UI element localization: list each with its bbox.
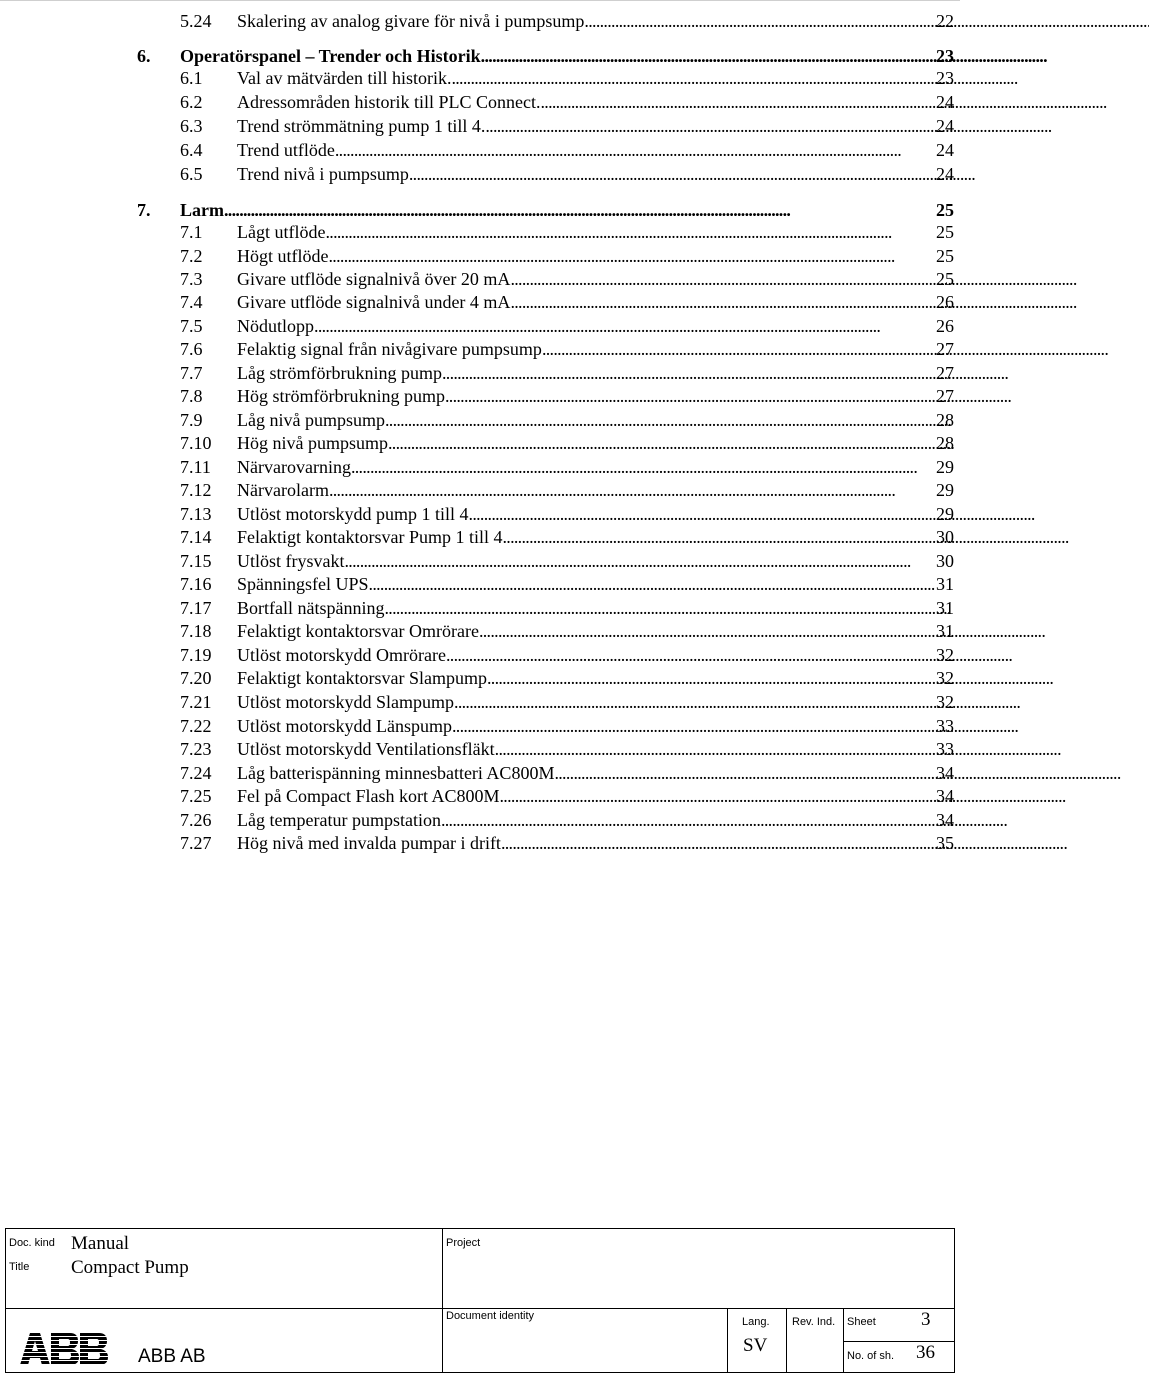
toc-entry-page: 24 — [936, 140, 954, 160]
toc-entry-number: 7.10 — [180, 433, 212, 453]
toc-entry-number: 7.17 — [180, 598, 212, 618]
toc-entry-number: 7.3 — [180, 269, 203, 289]
toc-entry-number: 6.3 — [180, 116, 203, 136]
toc-entry-title: Felaktigt kontaktorsvar Slampump — [237, 668, 487, 688]
toc-entry-title: Närvarovarning — [237, 457, 351, 477]
toc-dot-leader — [451, 66, 934, 90]
toc-entry-number: 7.19 — [180, 645, 212, 665]
toc-entry[interactable] — [137, 198, 954, 222]
toc-entry-page: 27 — [936, 363, 954, 383]
toc-dot-leader — [452, 714, 934, 738]
toc-dot-leader — [481, 44, 934, 68]
toc-entry-number: 7.2 — [180, 246, 203, 266]
toc-entry-page: 29 — [936, 457, 954, 477]
toc-entry-page: 28 — [936, 410, 954, 430]
toc-entry-number: 7.16 — [180, 574, 212, 594]
toc-entry-page: 22 — [936, 11, 954, 31]
toc-entry-title: Felaktigt kontaktorsvar Pump 1 till 4 — [237, 527, 503, 547]
toc-dot-leader — [469, 502, 934, 526]
toc-entry-page: 25 — [936, 246, 954, 266]
toc-entry-page: 25 — [936, 200, 954, 220]
abb-logo-icon — [20, 1333, 108, 1365]
toc-entry[interactable] — [180, 162, 954, 186]
toc-entry-page: 26 — [936, 316, 954, 336]
toc-entry[interactable] — [180, 808, 954, 832]
toc-entry[interactable] — [180, 619, 954, 643]
toc-entry-number: 7.21 — [180, 692, 212, 712]
toc-entry-page: 27 — [936, 386, 954, 406]
toc-entry-page: 24 — [936, 164, 954, 184]
toc-dot-leader — [325, 220, 934, 244]
toc-entry-page: 28 — [936, 433, 954, 453]
toc-entry[interactable] — [180, 408, 954, 432]
toc-entry[interactable] — [180, 384, 954, 408]
sheet-split — [843, 1341, 954, 1342]
toc-entry-page: 34 — [936, 763, 954, 783]
toc-entry[interactable] — [180, 337, 954, 361]
toc-entry-page: 31 — [936, 621, 954, 641]
toc-entry[interactable] — [180, 572, 954, 596]
lang-label: Lang. — [742, 1316, 770, 1328]
toc-entry-number: 7.24 — [180, 763, 212, 783]
toc-dot-leader — [542, 337, 934, 361]
toc-dot-leader — [388, 431, 934, 455]
toc-dot-leader — [442, 361, 934, 385]
toc-dot-leader — [501, 831, 934, 855]
toc-entry-title: Spänningsfel UPS — [237, 574, 369, 594]
toc-entry-title: Låg temperatur pumpstation — [237, 810, 441, 830]
toc-entry-title: Utlöst motorskydd pump 1 till 4 — [237, 504, 469, 524]
rev-label: Rev. Ind. — [792, 1316, 836, 1328]
toc-entry-number: 7.20 — [180, 668, 212, 688]
title-value: Compact Pump — [71, 1257, 189, 1278]
toc-entry-title: Operatörspanel – Trender och Historik — [180, 46, 481, 66]
toc-entry-title: Felaktigt kontaktorsvar Omrörare — [237, 621, 479, 641]
toc-entry-number: 7.15 — [180, 551, 212, 571]
toc-entry-page: 23 — [936, 46, 954, 66]
toc-entry-title: Låg batterispänning minnesbatteri AC800M — [237, 763, 555, 783]
toc-entry-title: Lågt utflöde — [237, 222, 326, 242]
toc-entry-title: Låg nivå pumpsump — [237, 410, 385, 430]
toc-entry-title: Utlöst frysvakt — [237, 551, 345, 571]
toc-entry[interactable] — [180, 455, 954, 479]
toc-entry[interactable] — [180, 666, 954, 690]
toc-entry-number: 7.6 — [180, 339, 203, 359]
toc-dot-leader — [224, 198, 934, 222]
toc-entry-title: Hög nivå pumpsump — [237, 433, 388, 453]
toc-entry-title: Utlöst motorskydd Länspump — [237, 716, 452, 736]
toc-dot-leader — [385, 408, 934, 432]
toc-entry-page: 32 — [936, 645, 954, 665]
toc-entry-page: 25 — [936, 222, 954, 242]
toc-entry-number: 7.5 — [180, 316, 203, 336]
toc-entry-number: 6.2 — [180, 92, 203, 112]
toc-entry-page: 35 — [936, 833, 954, 853]
toc-entry-title: Utlöst motorskydd Omrörare — [237, 645, 446, 665]
toc-entry-number: 7.4 — [180, 292, 203, 312]
title-label: Title — [9, 1261, 30, 1273]
toc-entry-title: Larm — [180, 200, 224, 220]
toc-entry-number: 7. — [137, 200, 151, 220]
toc-entry-title: Trend nivå i pumpsump — [237, 164, 409, 184]
toc-entry[interactable] — [180, 549, 954, 573]
toc-entry-title: Felaktig signal från nivågivare pumpsump — [237, 339, 542, 359]
no-of-sheets-value: 36 — [916, 1342, 935, 1363]
toc-entry-number: 7.18 — [180, 621, 212, 641]
toc-dot-leader — [584, 9, 934, 33]
toc-entry-page: 23 — [936, 68, 954, 88]
toc-entry-page: 26 — [936, 292, 954, 312]
toc-entry-number: 7.23 — [180, 739, 212, 759]
toc-entry-number: 7.13 — [180, 504, 212, 524]
toc-entry-number: 6. — [137, 46, 151, 66]
toc-entry-page: 32 — [936, 692, 954, 712]
toc-entry-number: 7.8 — [180, 386, 203, 406]
toc-entry-page: 27 — [936, 339, 954, 359]
toc-entry-title: Utlöst motorskydd Ventilationsfläkt — [237, 739, 495, 759]
toc-entry-page: 31 — [936, 574, 954, 594]
lang-value: SV — [743, 1335, 768, 1356]
toc-entry-number: 5.24 — [180, 11, 212, 31]
toc-entry-number: 7.27 — [180, 833, 212, 853]
toc-dot-leader — [384, 596, 934, 620]
toc-dot-leader — [502, 525, 934, 549]
title-block — [5, 1228, 955, 1373]
project-label: Project — [446, 1237, 481, 1249]
toc-entry-number: 7.11 — [180, 457, 211, 477]
toc-entry[interactable] — [180, 831, 954, 855]
lang-cell — [727, 1308, 728, 1372]
toc-entry-number: 7.26 — [180, 810, 212, 830]
toc-dot-leader — [335, 138, 934, 162]
toc-dot-leader — [369, 572, 934, 596]
sheet-value: 3 — [921, 1309, 931, 1330]
document-identity-label: Document identity — [446, 1310, 535, 1322]
project-divider — [442, 1229, 443, 1372]
title-block-divider — [6, 1308, 954, 1309]
toc-entry-title: Trend utflöde — [237, 140, 335, 160]
toc-dot-leader — [487, 666, 934, 690]
toc-entry[interactable] — [180, 361, 954, 385]
toc-entry-page: 34 — [936, 810, 954, 830]
toc-dot-leader — [485, 114, 934, 138]
toc-entry-page: 33 — [936, 739, 954, 759]
toc-dot-leader — [441, 808, 934, 832]
toc-dot-leader — [409, 162, 934, 186]
toc-entry-title: Val av mätvärden till historik. — [237, 68, 452, 88]
toc-entry[interactable] — [180, 244, 954, 268]
toc-entry[interactable] — [180, 596, 954, 620]
toc-dot-leader — [495, 737, 934, 761]
toc-dot-leader — [454, 690, 934, 714]
sheet-cell — [843, 1308, 844, 1372]
toc-entry-page: 33 — [936, 716, 954, 736]
toc-entry-title: Högt utflöde — [237, 246, 329, 266]
toc-dot-leader — [540, 90, 934, 114]
toc-entry-title: Hög strömförbrukning pump — [237, 386, 445, 406]
toc-entry-title: Givare utflöde signalnivå över 20 mA — [237, 269, 511, 289]
doc-kind-label: Doc. kind — [9, 1237, 55, 1249]
toc-entry-title: Utlöst motorskydd Slampump — [237, 692, 455, 712]
toc-entry-number: 6.4 — [180, 140, 203, 160]
toc-entry[interactable] — [180, 431, 954, 455]
toc-entry-number: 7.1 — [180, 222, 203, 242]
toc-entry-number: 7.7 — [180, 363, 203, 383]
toc-entry-number: 7.12 — [180, 480, 212, 500]
toc-dot-leader — [500, 784, 935, 808]
sheet-label: Sheet — [847, 1316, 876, 1328]
toc-entry[interactable] — [180, 502, 954, 526]
toc-entry[interactable] — [180, 9, 954, 33]
toc-entry-page: 29 — [936, 504, 954, 524]
toc-entry[interactable] — [137, 44, 954, 68]
toc-entry[interactable] — [180, 690, 954, 714]
toc-dot-leader — [345, 549, 935, 573]
toc-entry-title: Låg strömförbrukning pump — [237, 363, 442, 383]
toc-entry[interactable] — [180, 138, 954, 162]
toc-dot-leader — [314, 314, 934, 338]
toc-entry[interactable] — [180, 714, 954, 738]
toc-entry-page: 30 — [936, 551, 954, 571]
toc-entry-page: 24 — [936, 92, 954, 112]
toc-dot-leader — [446, 643, 934, 667]
toc-entry-title: Bortfall nätspänning — [237, 598, 385, 618]
page-top-border — [0, 0, 960, 1]
doc-kind-value: Manual — [71, 1233, 130, 1254]
toc-dot-leader — [351, 455, 934, 479]
toc-dot-leader — [510, 290, 934, 314]
company-name: ABB AB — [138, 1346, 206, 1367]
toc-entry-page: 34 — [936, 786, 954, 806]
toc-entry-page: 32 — [936, 668, 954, 688]
toc-dot-leader — [554, 761, 934, 785]
toc-entry[interactable] — [180, 220, 954, 244]
toc-entry-number: 7.14 — [180, 527, 212, 547]
toc-dot-leader — [329, 478, 934, 502]
toc-entry-page: 24 — [936, 116, 954, 136]
toc-entry[interactable] — [180, 267, 954, 291]
toc-entry-page: 25 — [936, 269, 954, 289]
toc-entry-title: Adressområden historik till PLC Connect. — [237, 92, 541, 112]
toc-entry-page: 29 — [936, 480, 954, 500]
toc-entry[interactable] — [180, 643, 954, 667]
toc-entry-number: 7.22 — [180, 716, 212, 736]
toc-entry-title: Fel på Compact Flash kort AC800M — [237, 786, 500, 806]
toc-entry[interactable] — [180, 66, 954, 90]
toc-entry-title: Skalering av analog givare för nivå i pumpsump — [237, 11, 585, 31]
toc-dot-leader — [479, 619, 934, 643]
toc-entry-title: Givare utflöde signalnivå under 4 mA — [237, 292, 511, 312]
toc-entry-number: 7.25 — [180, 786, 212, 806]
toc-entry[interactable] — [180, 314, 954, 338]
rev-cell — [786, 1308, 787, 1372]
toc-entry-title: Nödutlopp — [237, 316, 315, 336]
toc-entry[interactable] — [180, 525, 954, 549]
toc-entry[interactable] — [180, 761, 954, 785]
toc-entry[interactable] — [180, 90, 954, 114]
toc-entry-title: Hög nivå med invalda pumpar i drift — [237, 833, 501, 853]
toc-dot-leader — [445, 384, 934, 408]
toc-entry[interactable] — [180, 737, 954, 761]
toc-entry-page: 30 — [936, 527, 954, 547]
toc-entry-title: Närvarolarm — [237, 480, 329, 500]
no-of-sheets-label: No. of sh. — [847, 1350, 895, 1362]
toc-entry[interactable] — [180, 784, 954, 808]
toc-dot-leader — [510, 267, 934, 291]
toc-entry-number: 6.5 — [180, 164, 203, 184]
toc-entry-title: Trend strömmätning pump 1 till 4. — [237, 116, 486, 136]
toc-entry[interactable] — [180, 478, 954, 502]
toc-entry-page: 31 — [936, 598, 954, 618]
toc-dot-leader — [329, 244, 935, 268]
toc-entry-number: 7.9 — [180, 410, 203, 430]
toc-entry-number: 6.1 — [180, 68, 203, 88]
toc-entry[interactable] — [180, 114, 954, 138]
toc-entry[interactable] — [180, 290, 954, 314]
